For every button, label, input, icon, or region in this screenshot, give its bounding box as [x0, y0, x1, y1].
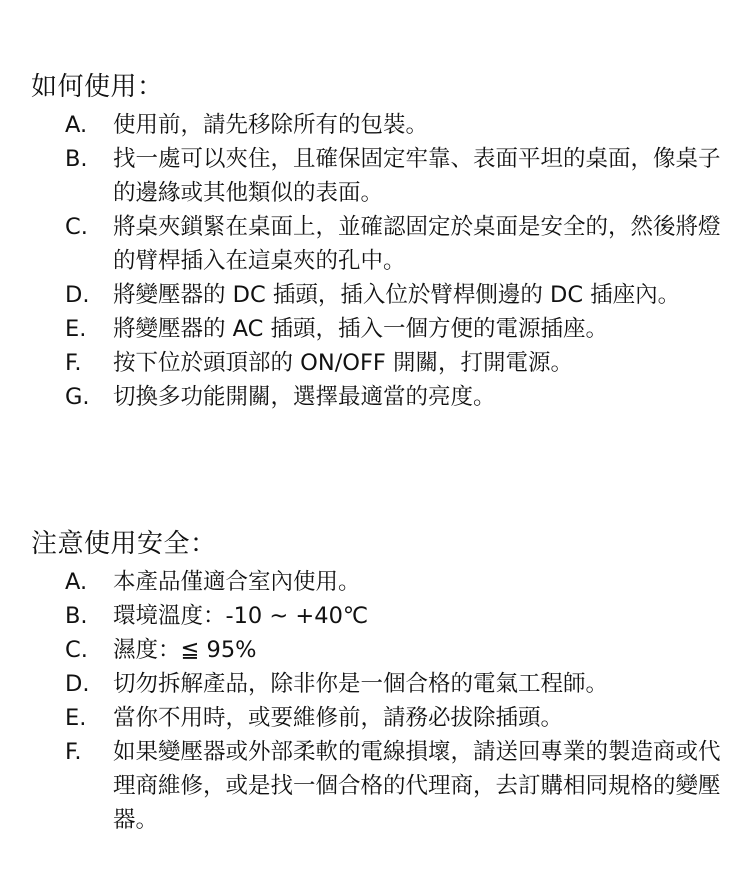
item-text: 使用前，請先移除所有的包裝。 — [113, 112, 429, 138]
usage-list — [31, 108, 721, 414]
list-item — [31, 735, 721, 837]
safety-list — [31, 565, 721, 837]
list-item — [31, 210, 721, 278]
item-marker: B. — [65, 146, 88, 172]
item-text: 按下位於頭頂部的 ON/OFF 開關，打開電源。 — [113, 350, 574, 376]
item-marker: C. — [65, 637, 88, 663]
list-item — [31, 312, 721, 346]
item-text: 本產品僅適合室內使用。 — [113, 569, 361, 595]
item-text: 切換多功能開關，選擇最適當的亮度。 — [113, 384, 496, 410]
item-marker: C. — [65, 214, 88, 240]
list-item — [31, 633, 721, 667]
item-text: 當你不用時，或要維修前，請務必拔除插頭。 — [113, 705, 564, 731]
item-marker: A. — [65, 112, 88, 138]
item-marker: E. — [65, 705, 87, 731]
list-item — [31, 667, 721, 701]
list-item — [31, 346, 721, 380]
item-marker: D. — [65, 671, 90, 697]
item-marker: F. — [65, 350, 82, 376]
item-text: 將變壓器的 DC 插頭，插入位於臂桿側邊的 DC 插座內。 — [113, 282, 681, 308]
list-item — [31, 108, 721, 142]
item-marker: G. — [65, 384, 90, 410]
safety-heading: 注意使用安全： — [31, 529, 217, 559]
item-marker: A. — [65, 569, 88, 595]
item-marker: F. — [65, 739, 82, 765]
list-item — [31, 142, 721, 210]
list-item — [31, 565, 721, 599]
list-item — [31, 278, 721, 312]
item-text: 切勿拆解產品，除非你是一個合格的電氣工程師。 — [113, 671, 609, 697]
usage-heading: 如何使用： — [31, 72, 164, 102]
safety-section — [31, 527, 721, 837]
item-text: 將桌夾鎖緊在桌面上，並確認固定於桌面是安全的，然後將燈的臂桿插入在這桌夾的孔中。 — [113, 214, 721, 274]
item-text: 濕度：≦ 95% — [113, 637, 257, 663]
list-item — [31, 701, 721, 735]
item-text: 環境溫度：-10 ~ +40℃ — [113, 603, 369, 629]
list-item — [31, 380, 721, 414]
item-marker: E. — [65, 316, 87, 342]
list-item — [31, 599, 721, 633]
item-marker: D. — [65, 282, 90, 308]
item-marker: B. — [65, 603, 88, 629]
item-text: 將變壓器的 AC 插頭，插入一個方便的電源插座。 — [113, 316, 609, 342]
item-text: 找一處可以夾住，且確保固定牢靠、表面平坦的桌面，像桌子的邊緣或其他類似的表面。 — [113, 146, 721, 206]
item-text: 如果變壓器或外部柔軟的電線損壞，請送回專業的製造商或代理商維修，或是找一個合格的代理商，去訂購相同規格的變壓器。 — [113, 739, 721, 833]
usage-section — [31, 70, 721, 414]
